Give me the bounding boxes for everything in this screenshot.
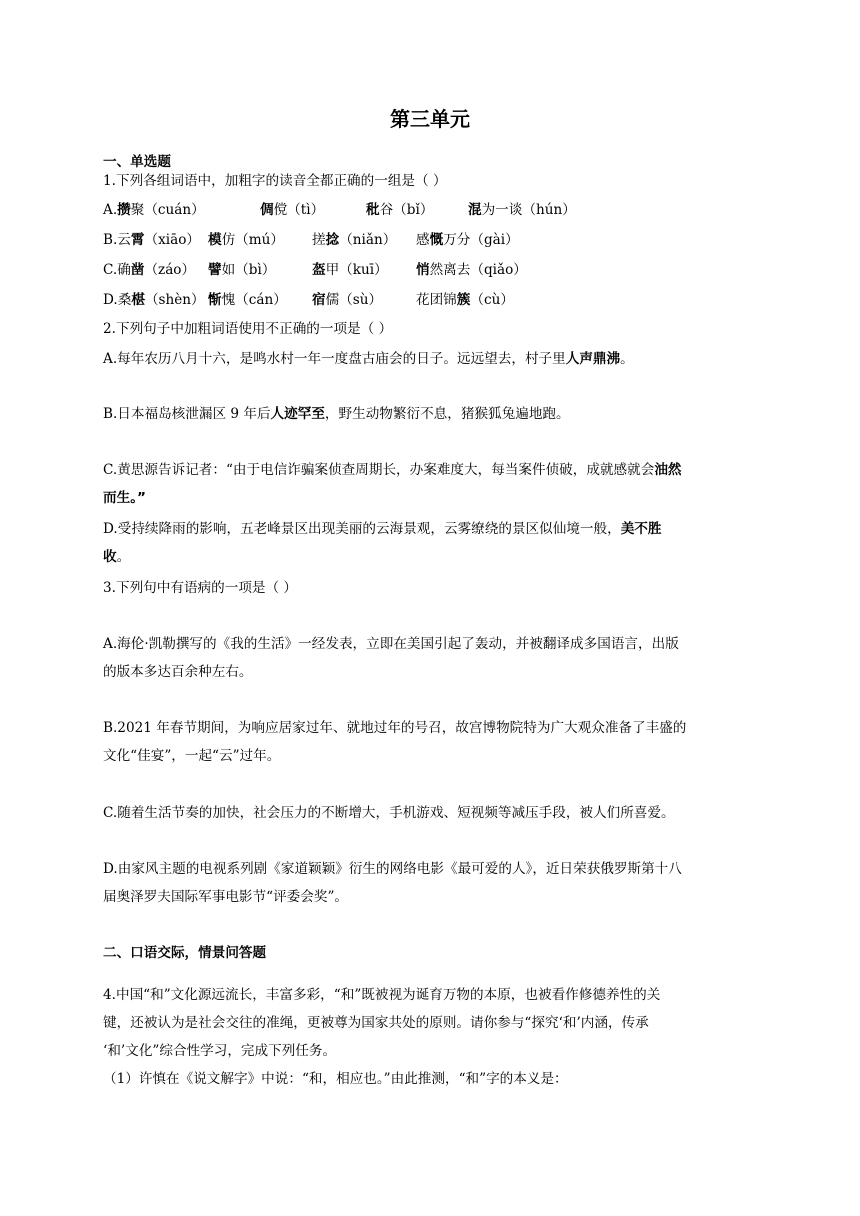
q1-b-item-1: B.云霄（xiāo） bbox=[103, 232, 200, 248]
q2-option-c-line1: C.黄思源告诉记者：“由于电信诈骗案侦查周期长，办案难度大，每当案件侦破，成就感就会油然 bbox=[103, 462, 682, 478]
section-heading-2: 二、口语交际，情景问答题 bbox=[103, 945, 267, 961]
q1-a-item-4: 混为一谈（hún） bbox=[468, 202, 576, 218]
q1-a-item-1: A.攒聚（cuán） bbox=[103, 202, 205, 218]
q3-option-a-line1: A.海伦·凯勒撰写的《我的生活》一经发表，立即在美国引起了轰动，并被翻译成多国语言，出版 bbox=[103, 636, 679, 652]
q1-d-item-3: 宿儒（sù） bbox=[312, 292, 383, 308]
q1-stem: 1.下列各组词语中，加粗字的读音全都正确的一组是（ ） bbox=[103, 173, 447, 189]
page-title: 第三单元 bbox=[390, 107, 470, 131]
q2-stem: 2.下列句子中加粗词语使用不正确的一项是（ ） bbox=[103, 321, 393, 337]
q3-option-d-line1: D.由家风主题的电视系列剧《家道颖颖》衍生的网络电影《最可爱的人》，近日荣获俄罗斯第十八 bbox=[103, 861, 682, 877]
q2-option-d-line1: D.受持续降雨的影响，五老峰景区出现美丽的云海景观，云雾缭绕的景区似仙境一般，美不胜 bbox=[103, 521, 662, 537]
q3-option-d-line2: 届奥泽罗夫国际军事电影节“评委会奖”。 bbox=[103, 889, 348, 905]
q1-d-item-2: 惭愧（cán） bbox=[208, 292, 287, 308]
section-heading-1: 一、单选题 bbox=[103, 154, 171, 170]
q2-option-b: B.日本福岛核泄漏区 9 年后人迹罕至，野生动物繁衍不息，猪猴狐兔遍地跑。 bbox=[103, 406, 570, 422]
q3-option-b-line1: B.2021 年春节期间，为响应居家过年、就地过年的号召，故宫博物院特为广大观众准备了丰盛的 bbox=[103, 720, 687, 736]
q1-c-item-1: C.确凿（záo） bbox=[103, 262, 196, 278]
q2-option-a: A.每年农历八月十六，是鸣水村一年一度盘古庙会的日子。远远望去，村子里人声鼎沸。 bbox=[103, 351, 634, 367]
q3-option-c: C.随着生活节奏的加快，社会压力的不断增大，手机游戏、短视频等减压手段，被人们所喜爱。 bbox=[103, 805, 675, 821]
q1-b-item-4: 感慨万分（gài） bbox=[416, 232, 519, 248]
q1-b-item-2: 模仿（mú） bbox=[208, 232, 285, 248]
q1-c-item-2: 譬如（bì） bbox=[208, 262, 276, 278]
q4-line1: 4.中国“和”文化源远流长，丰富多彩，“和”既被视为诞育万物的本原，也被看作修德养性的关 bbox=[103, 987, 661, 1003]
q1-c-item-3: 盔甲（kuī） bbox=[312, 262, 388, 278]
q1-c-item-4: 悄然离去（qiǎo） bbox=[416, 262, 527, 278]
q3-option-b-line2: 文化“佳宴”，一起“云”过年。 bbox=[103, 748, 281, 764]
q3-option-a-line2: 的版本多达百余种左右。 bbox=[103, 664, 253, 680]
q1-a-item-2: 倜傥（tì） bbox=[260, 202, 325, 218]
q1-d-item-1: D.桑椹（shèn） bbox=[103, 292, 205, 308]
q1-b-item-3: 搓捻（niǎn） bbox=[312, 232, 397, 248]
q4-line3: ‘和’文化”综合性学习，完成下列任务。 bbox=[103, 1043, 337, 1059]
q1-d-item-4: 花团锦簇（cù） bbox=[416, 292, 514, 308]
q4-line4: （1）许慎在《说文解字》中说：“和，相应也。”由此推测，“和”字的本义是： bbox=[103, 1071, 568, 1087]
q2-option-d-line2: 收。 bbox=[103, 549, 131, 565]
q4-line2: 键，还被认为是社会交往的准绳，更被尊为国家共处的原则。请你参与“探究‘和’内涵，传承 bbox=[103, 1015, 649, 1031]
q1-a-item-3: 秕谷（bǐ） bbox=[366, 202, 434, 218]
q2-option-c-line2: 而生。” bbox=[103, 490, 146, 506]
q3-stem: 3.下列句中有语病的一项是（ ） bbox=[103, 580, 298, 596]
